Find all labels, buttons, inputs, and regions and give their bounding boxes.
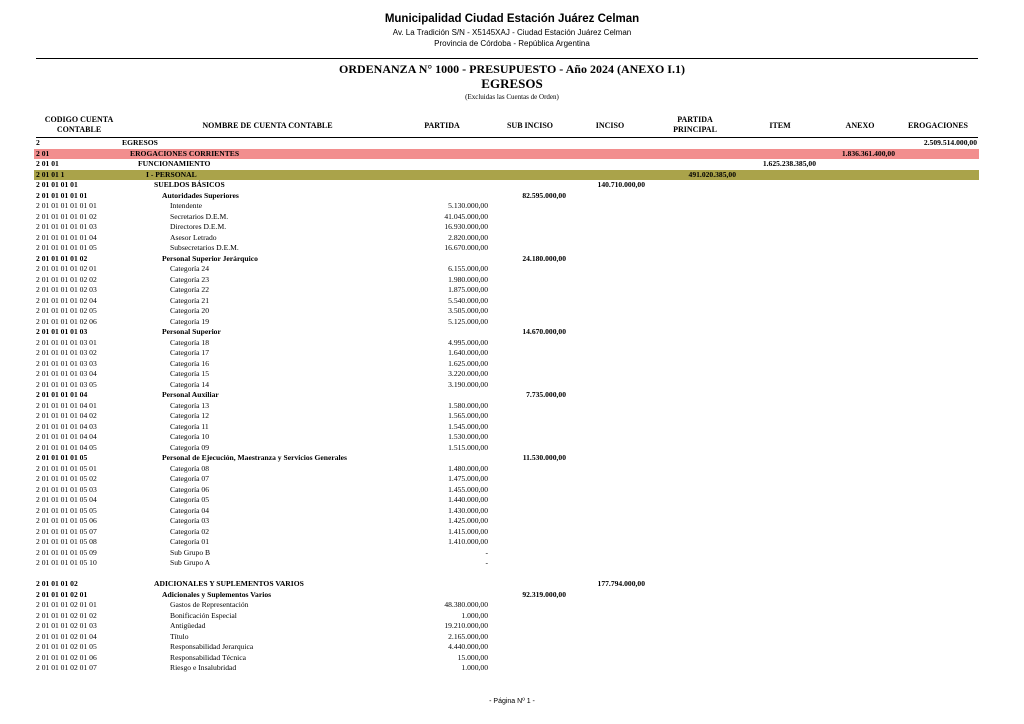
account-name: Categoría 03 <box>170 516 210 525</box>
col-erogaciones: EROGACIONES <box>907 121 968 130</box>
partida-value: 16.670.000,00 <box>444 243 488 252</box>
partida-value: 1.625.000,00 <box>448 358 488 368</box>
account-name: FUNCIONAMIENTO <box>138 159 211 168</box>
account-name: Secretarios D.E.M. <box>170 211 229 221</box>
account-name: Subsecretarios D.E.M. <box>170 243 239 252</box>
account-code: 2 01 01 1 <box>36 169 65 179</box>
partida-value: 5.130.000,00 <box>448 201 488 210</box>
account-code: 2 01 01 01 02 01 05 <box>36 642 97 651</box>
partida-value: 1.000,00 <box>461 663 488 672</box>
table-row <box>34 600 979 611</box>
partida-value: 1.000,00 <box>461 610 488 620</box>
account-code: 2 01 01 01 01 04 01 <box>36 400 97 410</box>
account-code: 2 01 01 01 01 02 06 <box>36 316 97 326</box>
partida-value: 48.380.000,00 <box>444 600 488 609</box>
account-code: 2 01 01 01 01 01 01 <box>36 201 97 210</box>
account-code: 2 01 01 01 01 05 07 <box>36 526 97 536</box>
col-codigo <box>36 115 122 135</box>
inciso-value: 177.794.000,00 <box>597 579 645 588</box>
table-row <box>34 264 979 275</box>
account-code: 2 01 01 <box>36 159 59 168</box>
partida-value: 5.125.000,00 <box>448 316 488 326</box>
account-name: Categoría 02 <box>170 526 210 536</box>
account-code: 2 01 01 01 01 03 04 <box>36 369 97 378</box>
account-code: 2 01 01 01 01 05 01 <box>36 463 97 473</box>
account-name: Categoría 04 <box>170 505 210 515</box>
partida-principal-value: 491.020.385,00 <box>688 169 736 179</box>
account-code: 2 01 01 01 01 01 02 <box>36 211 97 221</box>
header-divider <box>36 58 978 59</box>
account-code: 2 01 01 01 02 <box>36 579 78 588</box>
account-name: Directores D.E.M. <box>170 222 227 231</box>
account-name: Categoría 06 <box>170 484 210 494</box>
account-name: Categoría 12 <box>170 411 210 420</box>
account-name: EROGACIONES CORRIENTES <box>130 148 240 158</box>
account-code: 2 01 01 01 01 03 05 <box>36 379 97 389</box>
account-name: ADICIONALES Y SUPLEMENTOS VARIOS <box>154 579 304 588</box>
col-item: ITEM <box>769 121 791 130</box>
account-name: Antigüedad <box>170 621 206 630</box>
account-code: 2 01 01 01 01 05 03 <box>36 484 97 494</box>
col-sub-inciso: SUB INCISO <box>506 121 553 130</box>
partida-value: 1.475.000,00 <box>448 474 488 483</box>
partida-value: 1.480.000,00 <box>448 463 488 473</box>
table-row <box>34 621 979 632</box>
table-row <box>34 579 979 590</box>
account-code: 2 01 01 01 01 04 03 <box>36 421 97 431</box>
page-title: EGRESOS <box>481 76 543 91</box>
account-code: 2 01 01 01 02 01 01 <box>36 600 97 609</box>
partida-value: 3.190.000,00 <box>448 379 488 389</box>
account-code: 2 01 01 01 01 05 06 <box>36 516 97 525</box>
account-code: 2 01 01 01 01 02 02 <box>36 274 97 284</box>
table-row <box>34 254 979 265</box>
table-row <box>34 233 979 244</box>
col-codigo-line1: CODIGO CUENTA <box>44 115 114 124</box>
account-name: Bonificación Especial <box>170 610 237 620</box>
table-row <box>34 422 979 433</box>
partida-value: 1.410.000,00 <box>448 537 488 546</box>
account-name: Categoría 23 <box>170 274 210 284</box>
partida-value: 19.210.000,00 <box>444 621 488 630</box>
table-row <box>34 149 979 160</box>
table-row <box>34 285 979 296</box>
col-partida: PARTIDA <box>424 121 460 130</box>
account-name: Personal de Ejecución, Maestranza y Servicios Generales <box>162 453 347 462</box>
account-code: 2 01 01 01 01 03 <box>36 327 88 336</box>
account-code: 2 <box>36 138 40 147</box>
account-name: Asesor Letrado <box>170 232 217 242</box>
partida-value: 1.440.000,00 <box>448 495 488 504</box>
account-code: 2 01 01 01 01 05 05 <box>36 505 97 515</box>
account-name: EGRESOS <box>122 138 158 147</box>
table-row <box>34 243 979 254</box>
account-name: Personal Superior <box>162 327 221 336</box>
account-code: 2 01 01 01 01 03 01 <box>36 337 97 347</box>
sub-inciso-value: 7.735.000,00 <box>526 390 566 399</box>
table-row <box>34 495 979 506</box>
municipality-address: Av. La Tradición S/N - X5145XAJ - Ciudad Estación Juárez Celman <box>392 28 632 37</box>
table-row <box>34 348 979 359</box>
account-name: Sub Grupo B <box>170 547 211 557</box>
account-code: 2 01 01 01 01 02 03 <box>36 285 97 294</box>
account-code: 2 01 01 01 02 01 <box>36 589 88 599</box>
table-row <box>34 443 979 454</box>
account-name: Gastos de Representación <box>170 600 249 609</box>
page-subtitle: (Excluidas las Cuentas de Orden) <box>465 93 559 101</box>
table-row <box>34 464 979 475</box>
account-name: Categoría 11 <box>170 421 209 431</box>
sub-inciso-value: 24.180.000,00 <box>522 253 566 263</box>
account-name: Adicionales y Suplementos Varios <box>162 589 272 599</box>
table-row <box>34 401 979 412</box>
account-name: Categoría 13 <box>170 400 210 410</box>
table-row <box>34 485 979 496</box>
erogaciones-value: 2.509.514.000,00 <box>923 138 977 147</box>
table-row <box>34 380 979 391</box>
partida-value: 4.440.000,00 <box>448 642 488 651</box>
table-row <box>34 611 979 622</box>
account-code: 2 01 01 01 01 04 04 <box>36 432 97 441</box>
partida-value: 1.425.000,00 <box>448 516 488 525</box>
account-code: 2 01 <box>36 148 50 158</box>
account-code: 2 01 01 01 01 02 <box>36 253 88 263</box>
account-name: Título <box>170 631 189 641</box>
partida-value: 1.515.000,00 <box>448 442 488 452</box>
anexo-value: 1.836.361.400,00 <box>841 148 895 158</box>
table-row <box>34 222 979 233</box>
page-number: - Página Nº 1 - <box>489 698 535 705</box>
partida-value: 1.415.000,00 <box>448 526 488 536</box>
account-name: Categoría 19 <box>170 316 210 326</box>
account-code: 2 01 01 01 02 01 02 <box>36 610 97 620</box>
partida-value: 3.505.000,00 <box>448 306 488 315</box>
account-code: 2 01 01 01 01 05 <box>36 453 88 462</box>
table-row <box>34 663 979 674</box>
table-row <box>34 275 979 286</box>
partida-value: 2.820.000,00 <box>448 232 488 242</box>
account-name: Categoría 15 <box>170 369 210 378</box>
account-name: I - PERSONAL <box>146 169 197 179</box>
table-row <box>34 191 979 202</box>
table-row <box>34 558 979 569</box>
table-row <box>34 327 979 338</box>
table-row <box>34 296 979 307</box>
account-code: 2 01 01 01 01 05 08 <box>36 537 97 546</box>
sub-inciso-value: 11.530.000,00 <box>522 453 566 462</box>
partida-value: 2.165.000,00 <box>448 631 488 641</box>
table-row <box>34 306 979 317</box>
account-code: 2 01 01 01 01 04 <box>36 390 88 399</box>
account-name: Categoría 21 <box>170 295 210 305</box>
partida-value: 1.455.000,00 <box>448 484 488 494</box>
partida-value: 15.000,00 <box>457 652 488 662</box>
account-name: Categoría 05 <box>170 495 210 504</box>
table-row <box>34 180 979 191</box>
account-name: Categoría 08 <box>170 463 210 473</box>
ordinance-title: ORDENANZA N° 1000 - PRESUPUESTO - Año 2024 (ANEXO I.1) <box>339 62 685 76</box>
partida-value: 1.980.000,00 <box>448 274 488 284</box>
account-name: Categoría 10 <box>170 432 210 441</box>
col-anexo: ANEXO <box>845 121 875 130</box>
table-row <box>34 590 979 601</box>
account-name: Categoría 09 <box>170 442 210 452</box>
partida-value: 1.530.000,00 <box>448 432 488 441</box>
item-value: 1.625.238.385,00 <box>762 159 816 168</box>
account-code: 2 01 01 01 01 02 01 <box>36 264 97 273</box>
partida-value: 1.565.000,00 <box>448 411 488 420</box>
account-name: Categoría 16 <box>170 358 210 368</box>
partida-value: 1.580.000,00 <box>448 400 488 410</box>
account-code: 2 01 01 01 02 01 04 <box>36 631 97 641</box>
partida-value: - <box>485 558 488 567</box>
sub-inciso-value: 92.319.000,00 <box>522 589 566 599</box>
table-row <box>34 390 979 401</box>
table-row <box>34 170 979 181</box>
partida-value: 1.875.000,00 <box>448 285 488 294</box>
account-name: Categoría 07 <box>170 474 210 483</box>
table-row <box>34 569 979 580</box>
account-code: 2 01 01 01 01 01 <box>36 190 88 200</box>
account-name: Categoría 20 <box>170 306 210 315</box>
table-row <box>34 411 979 422</box>
account-code: 2 01 01 01 01 <box>36 180 78 189</box>
account-name: Categoría 17 <box>170 348 210 357</box>
account-code: 2 01 01 01 01 04 05 <box>36 442 97 452</box>
partida-value: 16.930.000,00 <box>444 222 488 231</box>
table-row <box>34 432 979 443</box>
municipality-province: Provincia de Córdoba - República Argentina <box>434 39 590 48</box>
table-row <box>34 359 979 370</box>
table-row <box>34 516 979 527</box>
partida-value: - <box>485 547 488 557</box>
table-row <box>34 138 979 149</box>
partida-value: 6.155.000,00 <box>448 264 488 273</box>
account-code: 2 01 01 01 01 01 05 <box>36 243 97 252</box>
account-code: 2 01 01 01 01 05 10 <box>36 558 97 567</box>
account-code: 2 01 01 01 01 01 03 <box>36 222 97 231</box>
col-partida-principal-line2: PRINCIPAL <box>673 125 717 134</box>
table-row <box>34 369 979 380</box>
account-name: Riesgo e Insalubridad <box>170 663 237 672</box>
account-name: Autoridades Superiores <box>162 190 239 200</box>
account-code: 2 01 01 01 01 05 04 <box>36 495 97 504</box>
account-code: 2 01 01 01 01 05 09 <box>36 547 97 557</box>
sub-inciso-value: 14.670.000,00 <box>522 327 566 336</box>
col-partida-principal-line1: PARTIDA <box>677 115 713 124</box>
account-name: Sub Grupo A <box>170 558 211 567</box>
account-code: 2 01 01 01 01 03 02 <box>36 348 97 357</box>
table-row <box>34 212 979 223</box>
partida-value: 41.045.000,00 <box>444 211 488 221</box>
table-row <box>34 159 979 170</box>
partida-value: 3.220.000,00 <box>448 369 488 378</box>
sub-inciso-value: 82.595.000,00 <box>522 190 566 200</box>
account-name: SUELDOS BÁSICOS <box>154 180 225 189</box>
inciso-value: 140.710.000,00 <box>597 180 645 189</box>
account-name: Categoría 14 <box>170 379 210 389</box>
account-code: 2 01 01 01 01 01 04 <box>36 232 97 242</box>
account-name: Personal Superior Jerárquico <box>162 253 258 263</box>
account-code: 2 01 01 01 01 04 02 <box>36 411 97 420</box>
col-codigo-line2: CONTABLE <box>56 125 102 134</box>
table-row <box>34 201 979 212</box>
municipality-name: Municipalidad Ciudad Estación Juárez Celman <box>384 13 640 25</box>
table-row <box>34 642 979 653</box>
table-row <box>34 474 979 485</box>
table-row <box>34 506 979 517</box>
partida-value: 1.640.000,00 <box>448 348 488 357</box>
partida-value: 1.545.000,00 <box>448 421 488 431</box>
account-code: 2 01 01 01 02 01 03 <box>36 621 97 630</box>
account-name: Responsabilidad Jerarquica <box>170 642 254 651</box>
table-row <box>34 338 979 349</box>
col-partida-principal <box>660 115 730 135</box>
account-name: Categoría 01 <box>170 537 210 546</box>
table-row <box>34 453 979 464</box>
account-code: 2 01 01 01 01 03 03 <box>36 358 97 368</box>
account-code: 2 01 01 01 02 01 07 <box>36 663 97 672</box>
table-row <box>34 548 979 559</box>
account-code: 2 01 01 01 02 01 06 <box>36 652 97 662</box>
table-row <box>34 653 979 664</box>
col-inciso: INCISO <box>595 121 625 130</box>
account-code: 2 01 01 01 01 02 05 <box>36 306 97 315</box>
account-name: Personal Auxiliar <box>162 390 219 399</box>
account-name: Categoría 18 <box>170 337 210 347</box>
partida-value: 1.430.000,00 <box>448 505 488 515</box>
table-row <box>34 527 979 538</box>
account-code: 2 01 01 01 01 02 04 <box>36 295 97 305</box>
table-row <box>34 632 979 643</box>
account-name: Categoría 24 <box>170 264 210 273</box>
account-name: Intendente <box>170 201 203 210</box>
partida-value: 5.540.000,00 <box>448 295 488 305</box>
account-code: 2 01 01 01 01 05 02 <box>36 474 97 483</box>
partida-value: 4.995.000,00 <box>448 337 488 347</box>
table-row <box>34 537 979 548</box>
account-name: Categoría 22 <box>170 285 210 294</box>
account-name: Responsabilidad Técnica <box>170 652 246 662</box>
table-row <box>34 317 979 328</box>
col-nombre: NOMBRE DE CUENTA CONTABLE <box>202 121 333 130</box>
